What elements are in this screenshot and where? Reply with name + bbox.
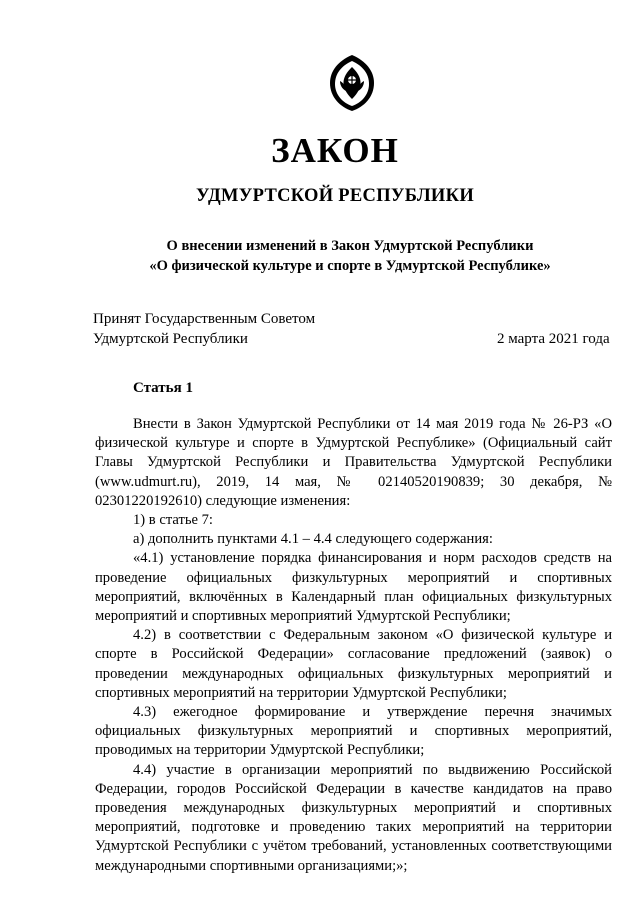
article-paragraph: Внести в Закон Удмуртской Республики от 14 мая 2019 года № 26-РЗ «О физической культуре и спорте в Удмуртской Республике» (Официальный сайт Главы Удмуртской Республики и Правительства Удмуртской Республики (www.udmurt.ru), 2019, 14 мая, № 02140520190839; 30 декабря, № 02301220192610) следующие изменения: — [95, 416, 612, 509]
article-paragraph: 1) в статье 7: — [133, 512, 213, 529]
article-heading: Статья 1 — [133, 380, 193, 396]
article-paragraph: 4.3) ежегодное формирование и утверждение перечня значимых официальных физкультурных мероприятий и спортивных мероприятий, проводимых на территории Удмуртской Республики; — [95, 704, 612, 759]
coat-of-arms-emblem — [322, 53, 382, 113]
law-name — [60, 236, 640, 276]
law-name-line: О внесении изменений в Закон Удмуртской Республики — [166, 238, 534, 254]
article-paragraph: а) дополнить пунктами 4.1 – 4.4 следующего содержания: — [133, 531, 493, 548]
adoption-statement — [93, 309, 315, 349]
article-paragraph: 4.2) в соответствии с Федеральным законом «О физической культуре и спорте в Российской Федерации» согласование предложений (заявок) о проведении международных официальных физкультурных мероприятий и спортивных мероприятий на территории Удмуртской Республики; — [95, 627, 612, 701]
document-subtitle: УДМУРТСКОЙ РЕСПУБЛИКИ — [195, 186, 475, 206]
adoption-line: Принят Государственным Советом — [93, 311, 316, 327]
article-body — [95, 415, 612, 876]
adoption-date: 2 марта 2021 года — [497, 331, 610, 347]
document-title: ЗАКОН — [271, 131, 399, 170]
article-paragraph: 4.4) участие в организации мероприятий по выдвижению Российской Федерации, городов Российской Федерации в качестве кандидатов на право проведения международных физкультурных мероприятий и спортивных мероприятий, подготовке и проведению таких мероприятий на территории Удмуртской Республики с учётом требований, установленных соответствующими международными спортивными организациями;»; — [95, 761, 612, 874]
law-name-line: «О физической культуре и спорте в Удмуртской Республике» — [149, 258, 551, 274]
adoption-line: Удмуртской Республики — [93, 331, 248, 347]
article-paragraph: «4.1) установление порядка финансирования и норм расходов средств на проведение официальных физкультурных мероприятий и спортивных мероприятий, включённых в Календарный план официальных физкультурных мероприятий и спортивных мероприятий Удмуртской Республики; — [95, 550, 612, 625]
